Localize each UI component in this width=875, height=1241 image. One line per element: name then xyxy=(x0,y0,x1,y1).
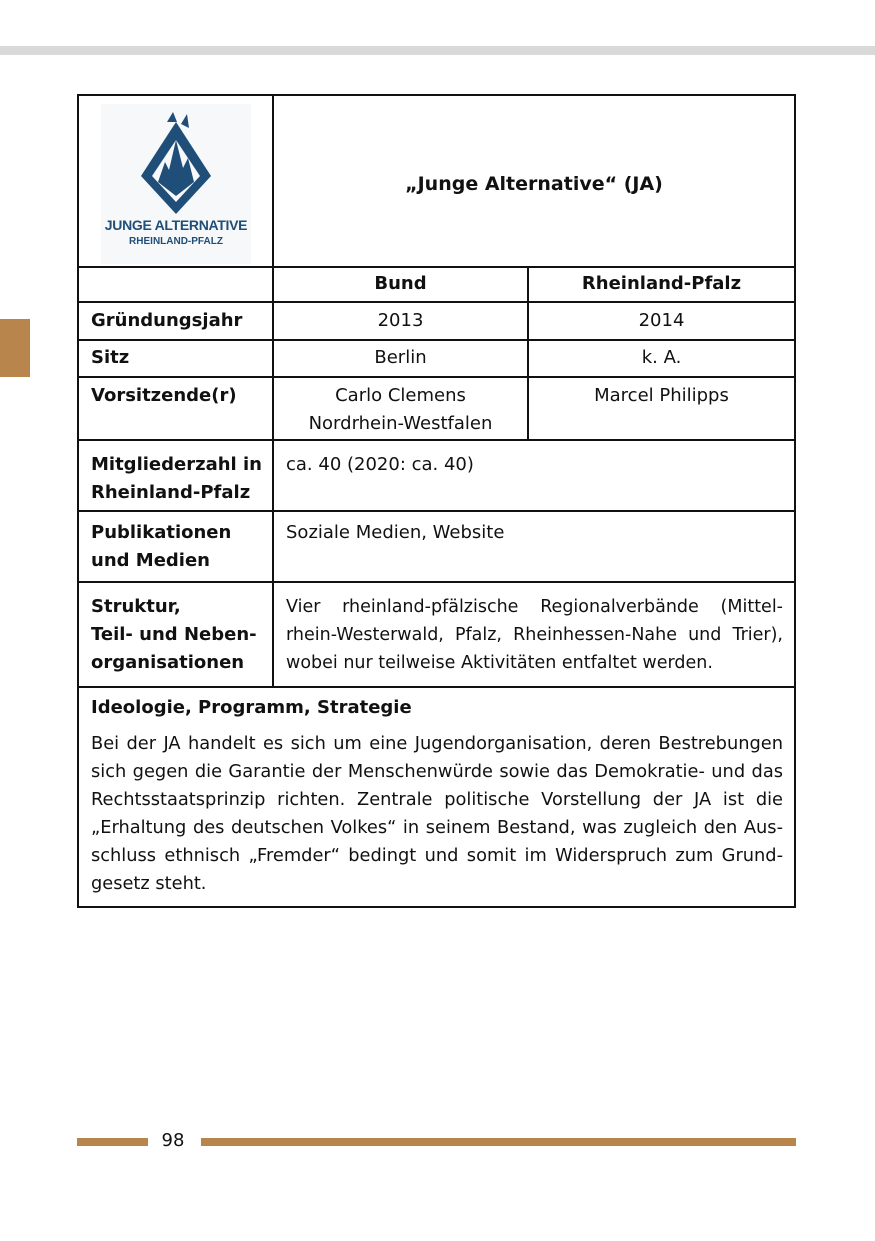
ideology-heading: Ideologie, Programm, Strategie xyxy=(91,697,412,718)
publications-value: Soziale Medien, Website xyxy=(286,522,505,543)
logo-subtitle: RHEINLAND-PFALZ xyxy=(129,236,223,247)
rule xyxy=(79,581,794,583)
structure-value: Vier rheinland-pfälzische Regionalverbände (Mittel-rhein-Westerwald, Pfalz, Rheinhessen-Nahe und Trier), wobei nur teilweise Aktivitäten entfaltet werden. xyxy=(286,597,783,673)
row-label-members-line1: Mitgliederzahl in xyxy=(91,454,262,475)
chair-bund-name: Carlo Clemens xyxy=(335,385,466,406)
rule xyxy=(79,266,794,268)
page-number: 98 xyxy=(161,1130,185,1151)
logo-wordmark: JUNGE ALTERNATIVE xyxy=(104,217,248,233)
row-label-founding-year: Gründungsjahr xyxy=(91,310,243,331)
column-header-bund: Bund xyxy=(374,273,427,294)
flame-diamond-icon xyxy=(129,110,223,216)
row-label-members-line2: Rheinland-Pfalz xyxy=(91,482,251,503)
rule xyxy=(79,339,794,341)
top-rule xyxy=(0,46,875,55)
row-label-publications-line1: Publikationen xyxy=(91,522,232,543)
founding-year-bund: 2013 xyxy=(377,310,424,331)
rule xyxy=(79,439,794,441)
ideology-text: Bei der JA handelt es sich um eine Jugendorganisation, deren Bestrebungen sich gegen die Garantie der Menschenwürde sowie das Demokratie- und das Rechtsstaatsprinzip richten. Zentrale politische Vorstellung der JA ist die „Erhaltung des deutschen Volkes“ in seinem Bestand, was zugleich den Aus-schluss ethnisch „Fremder“ bedingt und somit im Widerspruch zum Grund-gesetz steht. xyxy=(91,733,783,894)
row-label-publications-line2: und Medien xyxy=(91,550,210,571)
footer-rule-right xyxy=(201,1138,796,1146)
row-label-seat: Sitz xyxy=(91,347,130,368)
rule xyxy=(79,376,794,378)
section-tab-marker xyxy=(0,319,30,377)
rule xyxy=(79,301,794,303)
rule xyxy=(79,686,794,688)
organization-logo xyxy=(101,104,251,264)
row-label-structure-line3: organisationen xyxy=(91,652,245,673)
seat-rlp: k. A. xyxy=(641,347,682,368)
profile-table xyxy=(77,94,796,908)
chair-rlp-name: Marcel Philipps xyxy=(594,385,729,406)
footer-rule-left xyxy=(77,1138,148,1146)
row-label-chair: Vorsitzende(r) xyxy=(91,385,237,406)
rule xyxy=(79,510,794,512)
organization-title: „Junge Alternative“ (JA) xyxy=(405,173,663,195)
members-value: ca. 40 (2020: ca. 40) xyxy=(286,454,474,475)
seat-bund: Berlin xyxy=(374,347,427,368)
row-label-structure-line1: Struktur, xyxy=(91,596,181,617)
row-label-structure-line2: Teil- und Neben- xyxy=(91,624,257,645)
chair-bund-region: Nordrhein-Westfalen xyxy=(308,413,493,434)
column-header-rheinland-pfalz: Rheinland-Pfalz xyxy=(581,273,742,294)
founding-year-rlp: 2014 xyxy=(638,310,685,331)
